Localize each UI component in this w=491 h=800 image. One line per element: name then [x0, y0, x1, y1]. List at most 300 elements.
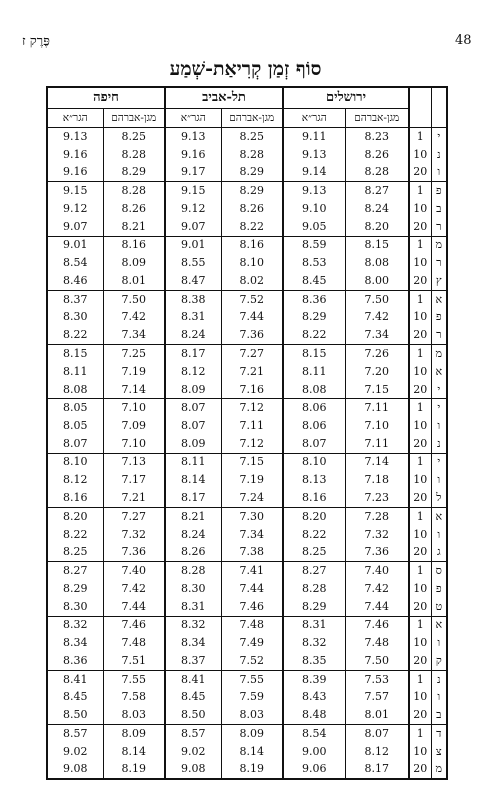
jerusalem-gra-time: 8.11 [283, 363, 345, 381]
tel-aviv-magen-avraham-time: 7.16 [221, 381, 283, 399]
day-of-month: 20 [409, 435, 431, 453]
jerusalem-gra-time: 9.06 [283, 761, 345, 779]
haifa-gra-time: 9.16 [63, 165, 88, 179]
month-group [47, 725, 447, 779]
page-header [22, 33, 474, 55]
haifa-gra-time: 8.10 [47, 453, 103, 471]
day-of-month: 20 [409, 598, 431, 616]
month-letter: ב [431, 200, 447, 218]
tel-aviv-magen-avraham-time: 8.22 [221, 218, 283, 236]
tel-aviv-magen-avraham-time: 7.34 [221, 526, 283, 544]
tel-aviv-magen-avraham-time: 7.27 [221, 345, 283, 363]
jerusalem-gra-time: 8.45 [283, 272, 345, 290]
tel-aviv-gra-time: 8.26 [165, 544, 221, 562]
tel-aviv-magen-avraham-time: 7.12 [221, 399, 283, 417]
jerusalem-gra-time: 8.48 [283, 707, 345, 725]
day-of-month: 10 [409, 363, 431, 381]
day-of-month: 10 [409, 526, 431, 544]
tel-aviv-gra-header: הגר״א [165, 109, 221, 128]
tel-aviv-magen-avraham-time: 7.59 [221, 688, 283, 706]
table-row [47, 290, 447, 308]
month-group [47, 562, 447, 616]
tel-aviv-gra-time: 8.45 [165, 688, 221, 706]
month-letter: מ [431, 761, 447, 779]
table-row [47, 327, 447, 345]
table-row [47, 381, 447, 399]
haifa-magen-avraham-header: מגן-אברהם [103, 109, 165, 128]
tel-aviv-gra-time: 8.12 [165, 363, 221, 381]
table-row [47, 236, 447, 254]
haifa-gra-time: 8.29 [63, 581, 88, 595]
month-letter: צ [431, 743, 447, 761]
day-of-month: 20 [409, 272, 431, 290]
tel-aviv-gra-time: 8.09 [165, 381, 221, 399]
month-letter: ו [431, 526, 447, 544]
day-of-month: 20 [409, 218, 431, 236]
jerusalem-gra-time: 8.07 [283, 435, 345, 453]
jerusalem-magen-avraham-header: מגן-אברהם [345, 109, 409, 128]
jerusalem-magen-avraham-time: 8.12 [345, 743, 409, 761]
table-row [47, 453, 447, 471]
table-row [47, 743, 447, 761]
jerusalem-gra-time: 8.32 [283, 634, 345, 652]
tel-aviv-magen-avraham-time: 7.36 [221, 327, 283, 345]
table-row [47, 182, 447, 200]
jerusalem-magen-avraham-time: 7.50 [345, 290, 409, 308]
haifa-gra-time: 9.15 [47, 182, 103, 200]
chapter-heading: פֶּרֶק ז [22, 34, 50, 49]
tel-aviv-gra-time: 9.12 [165, 200, 221, 218]
jerusalem-gra-time: 9.05 [283, 218, 345, 236]
day-of-month: 1 [409, 128, 431, 146]
month-group [47, 290, 447, 344]
jerusalem-gra-time: 8.39 [283, 670, 345, 688]
prayer-times-table [46, 86, 448, 780]
day-of-month: 10 [409, 254, 431, 272]
month-letter: ר [431, 218, 447, 236]
jerusalem-gra-time: 8.59 [283, 236, 345, 254]
day-of-month: 10 [409, 471, 431, 489]
jerusalem-magen-avraham-time: 7.42 [345, 580, 409, 598]
month-group [47, 345, 447, 399]
jerusalem-magen-avraham-time: 7.20 [345, 363, 409, 381]
haifa-magen-avraham-time: 7.36 [103, 544, 165, 562]
jerusalem-gra-time: 8.28 [283, 580, 345, 598]
haifa-magen-avraham-time: 8.09 [103, 725, 165, 743]
jerusalem-magen-avraham-time: 7.48 [345, 634, 409, 652]
jerusalem-gra-time: 8.27 [283, 562, 345, 580]
day-of-month: 10 [409, 308, 431, 326]
tel-aviv-gra-time: 8.37 [165, 652, 221, 670]
table-row [47, 345, 447, 363]
jerusalem-gra-header: הגר״א [283, 109, 345, 128]
jerusalem-gra-time: 9.10 [283, 200, 345, 218]
haifa-gra-time: 8.16 [63, 491, 88, 505]
jerusalem-gra-time: 8.13 [283, 471, 345, 489]
haifa-gra-time: 8.05 [63, 419, 88, 433]
day-of-month: 1 [409, 725, 431, 743]
haifa-magen-avraham-time: 7.50 [103, 290, 165, 308]
table-row [47, 580, 447, 598]
month-letter: ו [431, 417, 447, 435]
table-row [47, 725, 447, 743]
jerusalem-gra-time: 8.22 [283, 526, 345, 544]
month-header [431, 87, 447, 128]
tel-aviv-magen-avraham-time: 8.10 [221, 254, 283, 272]
haifa-magen-avraham-time: 7.48 [103, 634, 165, 652]
jerusalem-magen-avraham-time: 7.40 [345, 562, 409, 580]
city-header-row [47, 87, 447, 109]
tel-aviv-magen-avraham-time: 7.52 [221, 290, 283, 308]
jerusalem-magen-avraham-time: 7.36 [345, 544, 409, 562]
month-letter: ר [431, 327, 447, 345]
haifa-magen-avraham-time: 7.51 [103, 652, 165, 670]
jerusalem-gra-time: 8.10 [283, 453, 345, 471]
day-of-month: 10 [409, 634, 431, 652]
haifa-magen-avraham-time: 7.10 [103, 435, 165, 453]
page-title: סוֹף זְמַן קְרִיאַת-שְׁמַע [169, 58, 322, 80]
jerusalem-magen-avraham-time: 7.18 [345, 471, 409, 489]
month-group [47, 453, 447, 507]
tel-aviv-gra-time: 9.01 [165, 236, 221, 254]
method-header-row [47, 109, 447, 128]
month-letter: פ [431, 308, 447, 326]
day-of-month: 20 [409, 489, 431, 507]
day-of-month: 20 [409, 652, 431, 670]
tel-aviv-magen-avraham-time: 8.02 [221, 272, 283, 290]
month-letter: ל [431, 489, 447, 507]
tel-aviv-gra-time: 8.24 [165, 327, 221, 345]
haifa-magen-avraham-time: 8.03 [103, 707, 165, 725]
jerusalem-magen-avraham-time: 8.17 [345, 761, 409, 779]
tel-aviv-magen-avraham-time: 7.24 [221, 489, 283, 507]
haifa-gra-time: 8.08 [63, 382, 88, 396]
jerusalem-gra-time: 8.53 [283, 254, 345, 272]
tel-aviv-magen-avraham-time: 7.15 [221, 453, 283, 471]
tel-aviv-magen-avraham-time: 8.29 [221, 182, 283, 200]
table-row [47, 616, 447, 634]
day-of-month: 1 [409, 453, 431, 471]
jerusalem-magen-avraham-time: 7.14 [345, 453, 409, 471]
jerusalem-magen-avraham-time: 7.11 [345, 399, 409, 417]
tel-aviv-magen-avraham-time: 7.30 [221, 507, 283, 525]
haifa-gra-time: 8.34 [63, 636, 88, 650]
table-row [47, 761, 447, 779]
haifa-magen-avraham-time: 7.17 [103, 471, 165, 489]
haifa-magen-avraham-time: 8.09 [103, 254, 165, 272]
tel-aviv-gra-time: 8.31 [165, 598, 221, 616]
tel-aviv-magen-avraham-time: 7.38 [221, 544, 283, 562]
jerusalem-gra-time: 8.29 [283, 308, 345, 326]
haifa-magen-avraham-time: 7.32 [103, 526, 165, 544]
month-letter: נ [431, 146, 447, 164]
tel-aviv-gra-time: 8.50 [165, 707, 221, 725]
day-of-month: 20 [409, 544, 431, 562]
month-letter: מ [431, 345, 447, 363]
table-row [47, 598, 447, 616]
month-letter: ץ [431, 272, 447, 290]
tel-aviv-magen-avraham-time: 8.26 [221, 200, 283, 218]
haifa-gra-time: 8.57 [47, 725, 103, 743]
table-row [47, 526, 447, 544]
tel-aviv-magen-avraham-time: 7.21 [221, 363, 283, 381]
table-row [47, 200, 447, 218]
tel-aviv-gra-time: 8.17 [165, 489, 221, 507]
haifa-magen-avraham-time: 7.25 [103, 345, 165, 363]
jerusalem-gra-time: 8.15 [283, 345, 345, 363]
haifa-magen-avraham-time: 8.25 [103, 128, 165, 146]
month-group [47, 507, 447, 561]
tel-aviv-magen-avraham-time: 8.29 [221, 164, 283, 182]
tel-aviv-magen-avraham-header: מגן-אברהם [221, 109, 283, 128]
tel-aviv-gra-time: 9.13 [165, 128, 221, 146]
tel-aviv-gra-time: 8.47 [165, 272, 221, 290]
month-letter: י [431, 399, 447, 417]
jerusalem-gra-time: 8.08 [283, 381, 345, 399]
table-row [47, 218, 447, 236]
jerusalem-gra-time: 8.16 [283, 489, 345, 507]
tel-aviv-magen-avraham-time: 8.14 [221, 743, 283, 761]
jerusalem-gra-time: 8.31 [283, 616, 345, 634]
day-of-month: 10 [409, 417, 431, 435]
jerusalem-gra-time: 8.06 [283, 399, 345, 417]
tel-aviv-gra-time: 8.34 [165, 634, 221, 652]
haifa-gra-time: 8.15 [47, 345, 103, 363]
jerusalem-gra-time: 9.14 [283, 164, 345, 182]
haifa-gra-time: 8.25 [63, 545, 88, 559]
jerusalem-magen-avraham-time: 7.34 [345, 327, 409, 345]
jerusalem-gra-time: 9.11 [283, 128, 345, 146]
day-of-month: 1 [409, 507, 431, 525]
haifa-magen-avraham-time: 7.42 [103, 580, 165, 598]
haifa-gra-time: 8.36 [63, 654, 88, 668]
day-of-month: 10 [409, 200, 431, 218]
month-letter: א [431, 616, 447, 634]
city-haifa: חיפה [47, 87, 165, 109]
month-letter: ס [431, 562, 447, 580]
month-letter: א [431, 290, 447, 308]
jerusalem-gra-time: 8.54 [283, 725, 345, 743]
month-letter: נ [431, 435, 447, 453]
jerusalem-magen-avraham-time: 8.00 [345, 272, 409, 290]
day-of-month: 1 [409, 399, 431, 417]
haifa-magen-avraham-time: 7.10 [103, 399, 165, 417]
table-row [47, 363, 447, 381]
tel-aviv-gra-time: 8.14 [165, 471, 221, 489]
month-group [47, 670, 447, 724]
tel-aviv-gra-time: 8.57 [165, 725, 221, 743]
haifa-magen-avraham-time: 8.14 [103, 743, 165, 761]
month-letter: פ [431, 580, 447, 598]
jerusalem-magen-avraham-time: 7.11 [345, 435, 409, 453]
jerusalem-magen-avraham-time: 7.15 [345, 381, 409, 399]
tel-aviv-gra-time: 8.24 [165, 526, 221, 544]
tel-aviv-magen-avraham-time: 7.19 [221, 471, 283, 489]
month-group [47, 182, 447, 236]
jerusalem-magen-avraham-time: 7.50 [345, 652, 409, 670]
tel-aviv-magen-avraham-time: 8.03 [221, 707, 283, 725]
jerusalem-gra-time: 9.13 [283, 146, 345, 164]
tel-aviv-magen-avraham-time: 7.44 [221, 308, 283, 326]
table-row [47, 308, 447, 326]
table-row [47, 670, 447, 688]
month-letter: א [431, 363, 447, 381]
haifa-magen-avraham-time: 7.27 [103, 507, 165, 525]
haifa-magen-avraham-time: 7.40 [103, 562, 165, 580]
day-of-month: 10 [409, 146, 431, 164]
haifa-gra-time: 8.22 [63, 328, 88, 342]
tel-aviv-gra-time: 8.17 [165, 345, 221, 363]
table-row [47, 435, 447, 453]
haifa-magen-avraham-time: 7.58 [103, 688, 165, 706]
tel-aviv-gra-time: 8.32 [165, 616, 221, 634]
haifa-gra-time: 8.27 [47, 562, 103, 580]
haifa-magen-avraham-time: 7.42 [103, 308, 165, 326]
jerusalem-magen-avraham-time: 7.10 [345, 417, 409, 435]
month-letter: י [431, 128, 447, 146]
tel-aviv-gra-time: 8.07 [165, 417, 221, 435]
haifa-magen-avraham-time: 8.28 [103, 182, 165, 200]
jerusalem-magen-avraham-time: 8.28 [345, 164, 409, 182]
jerusalem-gra-time: 8.20 [283, 507, 345, 525]
day-of-month: 1 [409, 236, 431, 254]
tel-aviv-magen-avraham-time: 7.11 [221, 417, 283, 435]
haifa-magen-avraham-time: 8.19 [103, 761, 165, 779]
table-row [47, 507, 447, 525]
city-tel-aviv: תל-אביב [165, 87, 283, 109]
haifa-gra-time: 8.41 [47, 670, 103, 688]
table-row [47, 399, 447, 417]
table-row [47, 544, 447, 562]
jerusalem-magen-avraham-time: 7.26 [345, 345, 409, 363]
month-letter: ו [431, 471, 447, 489]
haifa-gra-time: 8.37 [47, 290, 103, 308]
day-of-month: 20 [409, 327, 431, 345]
tel-aviv-magen-avraham-time: 7.12 [221, 435, 283, 453]
jerusalem-magen-avraham-time: 8.24 [345, 200, 409, 218]
haifa-magen-avraham-time: 7.44 [103, 598, 165, 616]
haifa-gra-time: 8.46 [63, 274, 88, 288]
month-letter: ד [431, 725, 447, 743]
tel-aviv-gra-time: 9.17 [165, 164, 221, 182]
haifa-gra-time: 8.22 [63, 527, 88, 541]
haifa-magen-avraham-time: 7.19 [103, 363, 165, 381]
table-row [47, 146, 447, 164]
tel-aviv-magen-avraham-time: 7.44 [221, 580, 283, 598]
month-letter: ק [431, 652, 447, 670]
jerusalem-magen-avraham-time: 8.20 [345, 218, 409, 236]
tel-aviv-gra-time: 8.11 [165, 453, 221, 471]
month-group [47, 399, 447, 453]
month-letter: נ [431, 670, 447, 688]
month-letter: ר [431, 254, 447, 272]
haifa-gra-time: 9.13 [47, 128, 103, 146]
tel-aviv-magen-avraham-time: 7.49 [221, 634, 283, 652]
table-row [47, 417, 447, 435]
jerusalem-magen-avraham-time: 8.15 [345, 236, 409, 254]
haifa-gra-time: 8.05 [47, 399, 103, 417]
tel-aviv-magen-avraham-time: 7.52 [221, 652, 283, 670]
month-letter: ב [431, 707, 447, 725]
tel-aviv-magen-avraham-time: 7.41 [221, 562, 283, 580]
jerusalem-gra-time: 8.25 [283, 544, 345, 562]
haifa-magen-avraham-time: 7.55 [103, 670, 165, 688]
haifa-magen-avraham-time: 7.21 [103, 489, 165, 507]
tel-aviv-magen-avraham-time: 7.46 [221, 598, 283, 616]
day-of-month: 10 [409, 688, 431, 706]
month-letter: ט [431, 598, 447, 616]
day-of-month: 1 [409, 182, 431, 200]
haifa-magen-avraham-time: 8.21 [103, 218, 165, 236]
jerusalem-magen-avraham-time: 7.42 [345, 308, 409, 326]
tel-aviv-magen-avraham-time: 8.16 [221, 236, 283, 254]
haifa-gra-header: הגר״א [47, 109, 103, 128]
haifa-magen-avraham-time: 8.01 [103, 272, 165, 290]
table-row [47, 688, 447, 706]
day-of-month: 20 [409, 707, 431, 725]
day-of-month: 20 [409, 381, 431, 399]
jerusalem-magen-avraham-time: 8.23 [345, 128, 409, 146]
jerusalem-magen-avraham-time: 8.26 [345, 146, 409, 164]
tel-aviv-magen-avraham-time: 7.55 [221, 670, 283, 688]
tel-aviv-magen-avraham-time: 7.48 [221, 616, 283, 634]
jerusalem-gra-time: 8.35 [283, 652, 345, 670]
jerusalem-gra-time: 8.22 [283, 327, 345, 345]
haifa-magen-avraham-time: 7.09 [103, 417, 165, 435]
tel-aviv-gra-time: 8.30 [165, 580, 221, 598]
tel-aviv-gra-time: 8.41 [165, 670, 221, 688]
jerusalem-gra-time: 9.13 [283, 182, 345, 200]
table-row [47, 634, 447, 652]
tel-aviv-gra-time: 8.07 [165, 399, 221, 417]
tel-aviv-gra-time: 9.16 [165, 146, 221, 164]
haifa-gra-time: 8.07 [63, 436, 88, 450]
month-letter: א [431, 507, 447, 525]
jerusalem-magen-avraham-time: 8.27 [345, 182, 409, 200]
table-row [47, 272, 447, 290]
tel-aviv-magen-avraham-time: 8.28 [221, 146, 283, 164]
jerusalem-magen-avraham-time: 7.23 [345, 489, 409, 507]
table-row [47, 707, 447, 725]
haifa-gra-time: 8.54 [63, 256, 88, 270]
haifa-magen-avraham-time: 7.46 [103, 616, 165, 634]
haifa-gra-time: 9.08 [63, 762, 88, 776]
table-row [47, 164, 447, 182]
month-letter: י [431, 381, 447, 399]
month-group [47, 236, 447, 290]
tel-aviv-gra-time: 8.09 [165, 435, 221, 453]
jerusalem-magen-avraham-time: 7.53 [345, 670, 409, 688]
tel-aviv-magen-avraham-time: 8.09 [221, 725, 283, 743]
jerusalem-magen-avraham-time: 7.46 [345, 616, 409, 634]
table-row [47, 489, 447, 507]
tel-aviv-gra-time: 9.15 [165, 182, 221, 200]
month-letter: ו [431, 634, 447, 652]
tel-aviv-gra-time: 8.21 [165, 507, 221, 525]
table-row [47, 254, 447, 272]
month-letter: ג [431, 544, 447, 562]
haifa-gra-time: 9.07 [63, 219, 88, 233]
haifa-gra-time: 8.11 [63, 364, 88, 378]
haifa-gra-time: 9.16 [63, 147, 88, 161]
haifa-gra-time: 8.12 [63, 473, 88, 487]
jerusalem-magen-avraham-time: 8.01 [345, 707, 409, 725]
month-letter: ו [431, 164, 447, 182]
haifa-magen-avraham-time: 8.26 [103, 200, 165, 218]
tel-aviv-gra-time: 8.55 [165, 254, 221, 272]
month-group [47, 128, 447, 182]
day-of-month: 1 [409, 616, 431, 634]
